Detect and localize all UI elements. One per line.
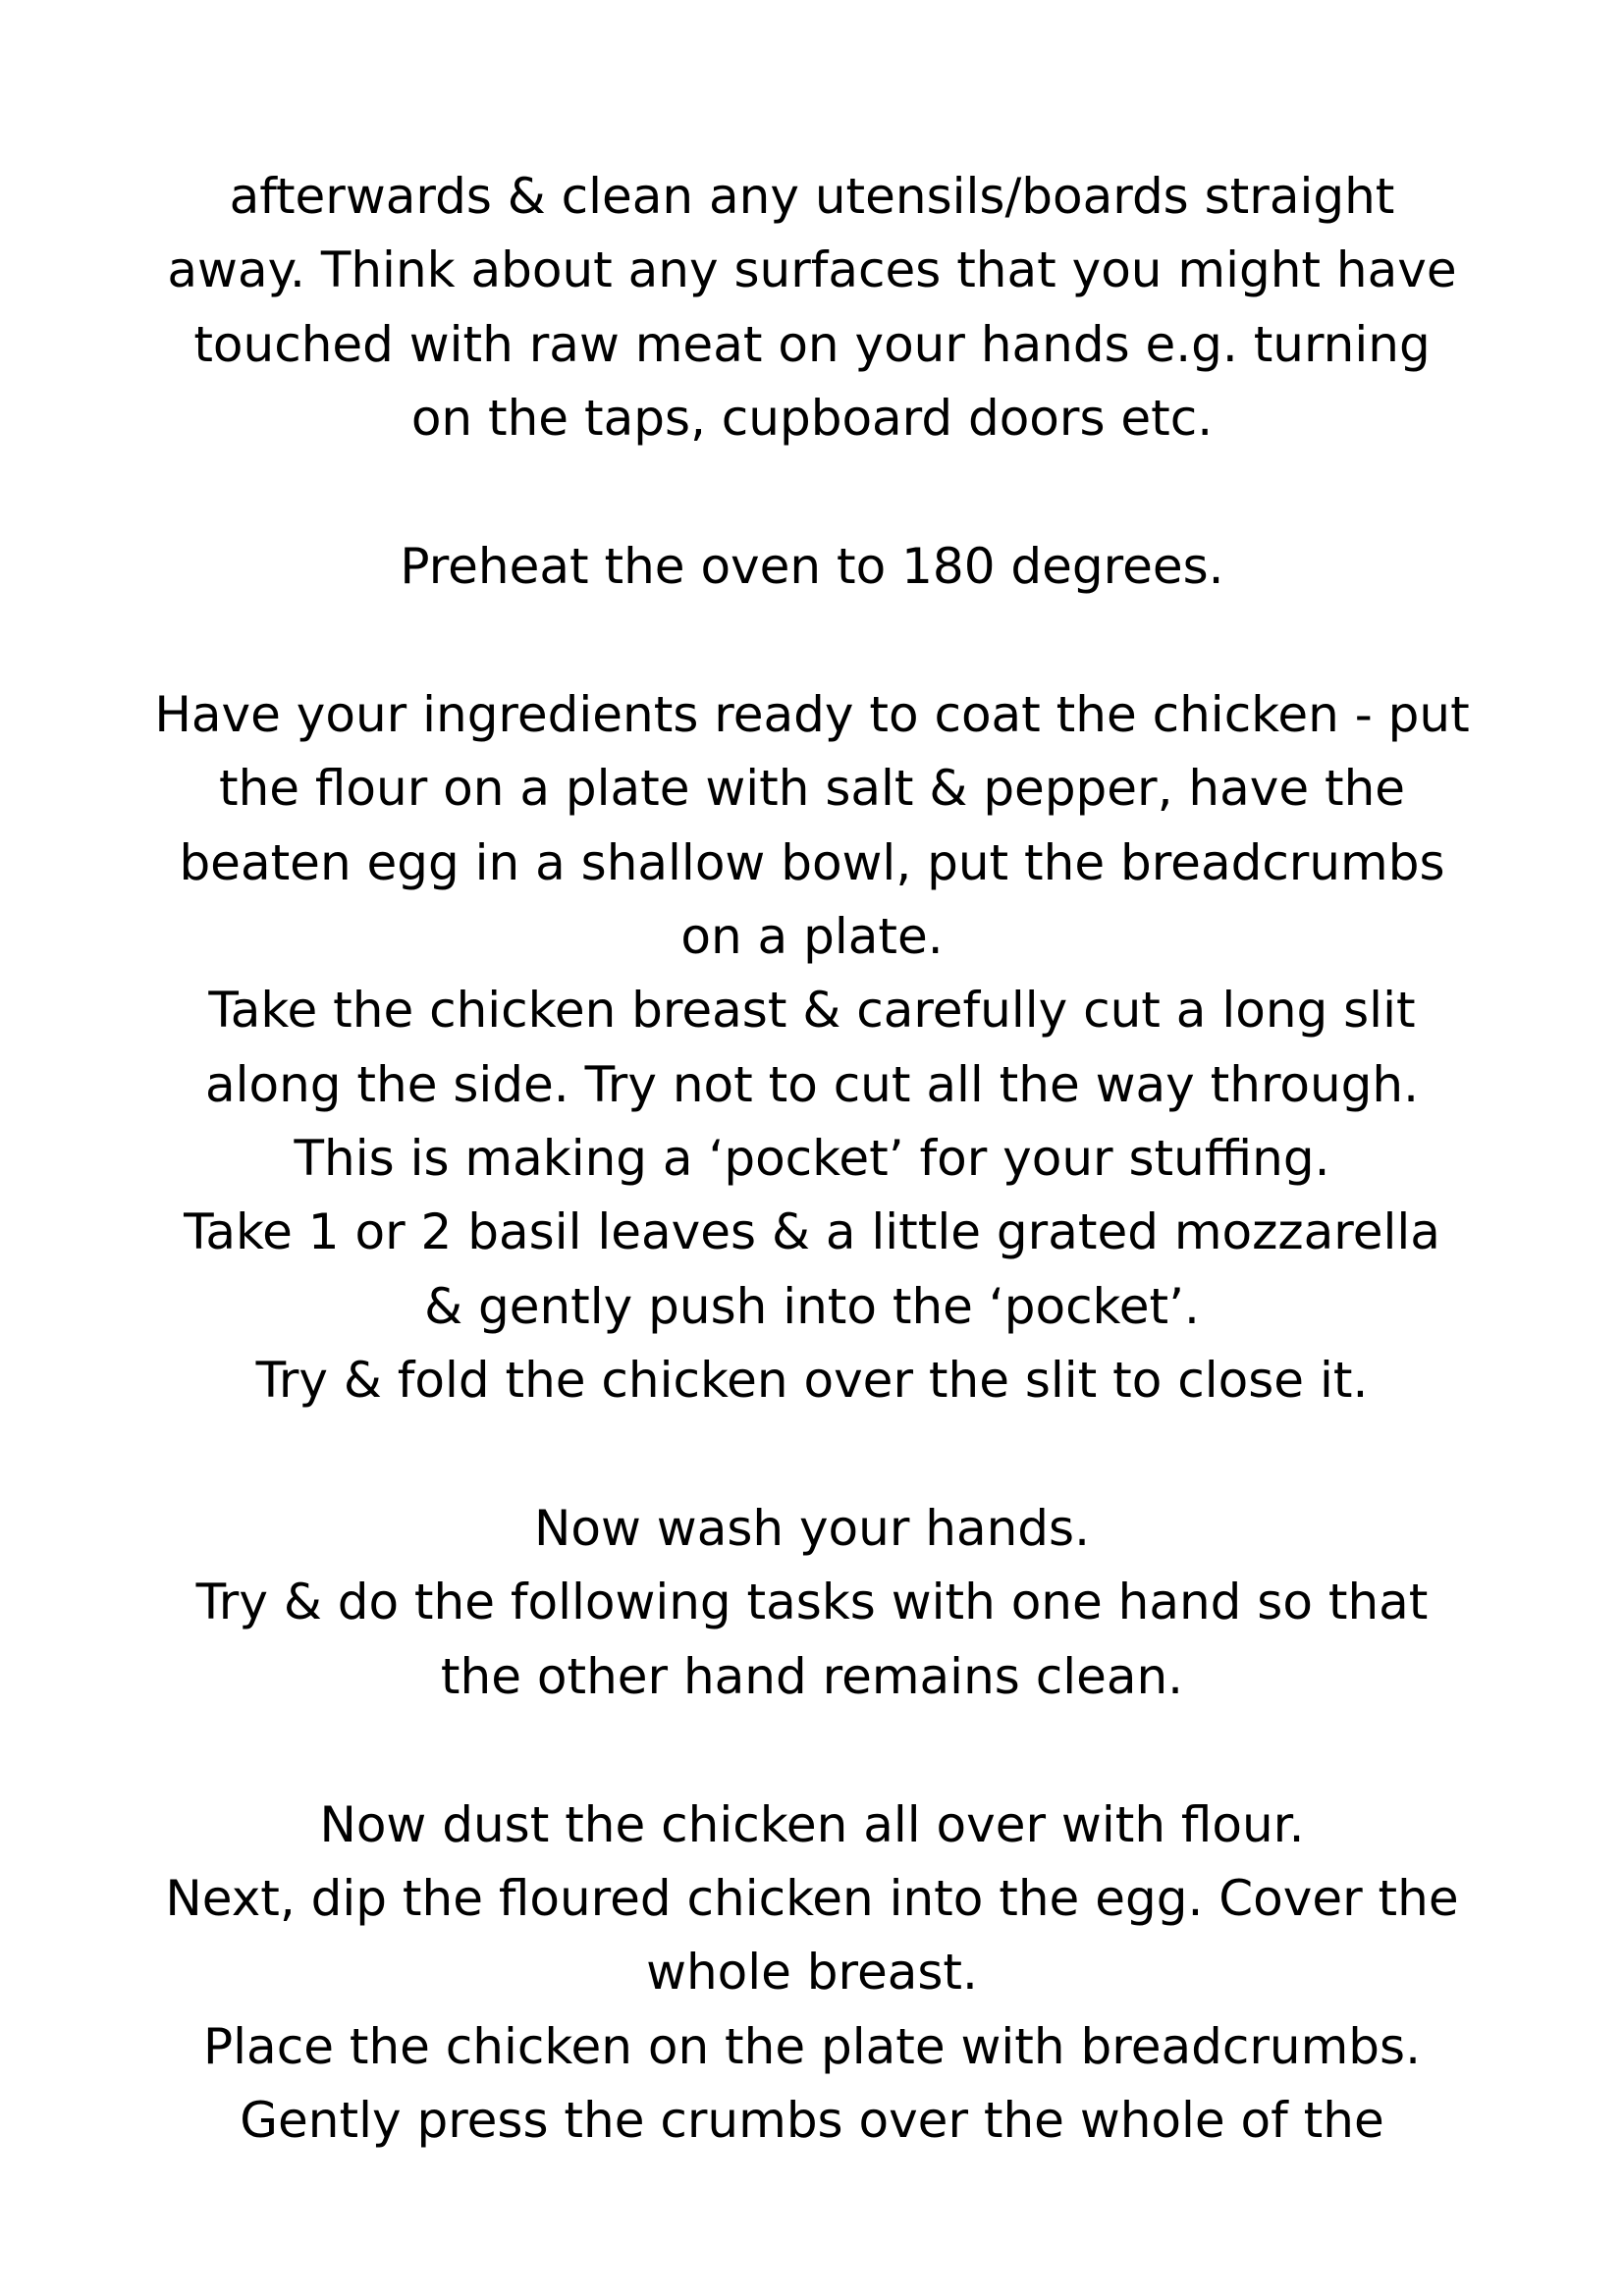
text-line: Have your ingredients ready to coat the chicken - put	[154, 685, 1470, 743]
blank-line	[118, 456, 1506, 530]
text-line: beaten egg in a shallow bowl, put the breadcrumbs	[179, 833, 1445, 891]
recipe-method-text	[118, 160, 1506, 2159]
text-line: on a plate.	[680, 907, 944, 965]
text-line: Take 1 or 2 basil leaves & a little grated mozzarella	[184, 1203, 1440, 1261]
text-line: Preheat the oven to 180 degrees.	[400, 537, 1224, 595]
text-line: Gently press the crumbs over the whole of the	[240, 2092, 1384, 2150]
text-line: Place the chicken on the plate with breadcrumbs.	[203, 2017, 1421, 2075]
text-line: Try & fold the chicken over the slit to close it.	[255, 1352, 1369, 1410]
text-line: afterwards & clean any utensils/boards straight	[229, 168, 1395, 225]
text-line: This is making a ‘pocket’ for your stuffing.	[294, 1130, 1330, 1188]
blank-line	[118, 1418, 1506, 1492]
text-line: whole breast.	[646, 1944, 978, 2002]
text-line: Try & do the following tasks with one hand so that	[195, 1574, 1429, 1631]
text-line: on the taps, cupboard doors etc.	[410, 390, 1214, 448]
text-line: along the side. Try not to cut all the way through.	[204, 1055, 1420, 1113]
blank-line	[118, 604, 1506, 677]
text-line: touched with raw meat on your hands e.g. turning	[193, 315, 1431, 373]
text-line: the other hand remains clean.	[440, 1647, 1184, 1705]
text-line: away. Think about any surfaces that you might have	[167, 241, 1457, 299]
text-line: Now wash your hands.	[534, 1500, 1090, 1558]
text-line: Now dust the chicken all over with flour.	[319, 1795, 1305, 1853]
text-line: the flour on a plate with salt & pepper, have the	[218, 760, 1406, 818]
text-line: & gently push into the ‘pocket’.	[424, 1277, 1200, 1335]
blank-line	[118, 1714, 1506, 1788]
text-line: Take the chicken breast & carefully cut a long slit	[208, 982, 1416, 1040]
text-line: Next, dip the floured chicken into the egg. Cover the	[165, 1869, 1459, 1927]
